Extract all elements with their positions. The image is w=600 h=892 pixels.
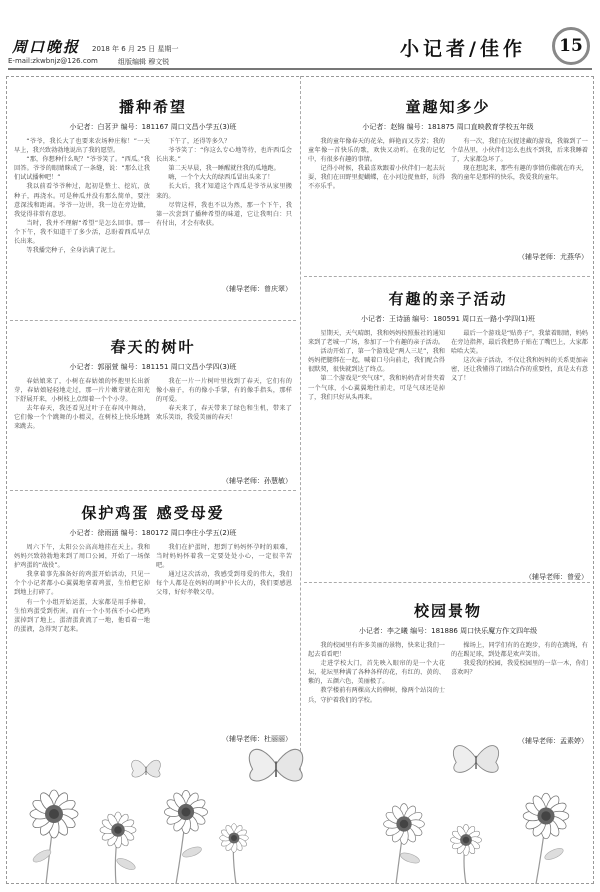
date-line: 2018 年 6 月 25 日 星期一 <box>92 45 179 53</box>
header-rule <box>8 68 592 70</box>
article-protect-egg <box>14 502 292 743</box>
article-body-col-1: 春姑娘来了，小树在春姑娘的怀抱里长出新芽，春姑娘轻轻地走过，那一片片嫩芽就在阳光下舒展开来，小树枝上点缀着一个个小芽。 去年春天，我还看见过叶子在春风中舞动，它们像一个个跳舞的小精灵，在树枝上快乐地跳来跳去。 <box>14 378 150 431</box>
masthead: 周口晚报 <box>12 38 81 56</box>
article-body-col-1: “爷爷，我长大了也要来农场种庄稼！”一天早上，我兴致勃勃地说出了我的愿望。 “那，你想种什么呢？”爷爷笑了。“西瓜。”我回答。爷爷的眼睛眯成了一条缝，说：“那么让我们试试播种吧！” 我以前看爷爷种过，起初是整土、挖坑，放种子，再浇水。可是种瓜并没有那么简单，要注意深浅和距离。爷爷一边讲，我一边在旁边做，我觉得非常有意思。 当时，我并不理解“希望”是怎么回事。那一个下午，我不知道干了多少活，总盼着西瓜早点长出来。 等我播完种子，全身沾满了泥土。 <box>14 138 150 255</box>
article-title: 童趣知多少 <box>405 98 491 116</box>
article-teacher: （辅导老师：孙慧敏） <box>222 477 292 485</box>
column-divider <box>300 76 301 776</box>
article-body-col-1: 我的童年像春天的花朵，鲜艳而又芬芳；我的童年像一首快乐的歌，欢快又动听。在我的记忆中，有很多有趣的事情。 记得小时候，我最喜欢跟着小伙伴们一起去玩耍，我们在田野里捉蝴蝶，在小河边捉鱼虾，玩得不亦乐乎。 <box>308 138 445 191</box>
article-body-col-2: 我在一片一片树叶里找到了春天，它们有的像小扇子，有的像小手掌，有的像手指头，那样的可爱。 春天来了，春天带来了绿色和生机，带来了欢乐笑语，我爱美丽的春天！ <box>156 378 292 422</box>
article-body-col-2: 操场上，同学们有的在跑步，有的在跳绳，有的在踢足球，到处都是欢声笑语。 我爱我的校园，我爱校园里的一草一木，你们喜欢吗？ <box>451 642 588 677</box>
article-title: 播种希望 <box>118 98 187 116</box>
editor-line: 组版编辑 穆文锐 <box>118 58 170 66</box>
article-teacher: （辅导老师：曾庆翠） <box>222 285 292 293</box>
page-number: 15 <box>552 27 590 65</box>
article-sowing-hope <box>14 96 292 306</box>
article-body-col-2: 我们在护蛋时，想到了妈妈怀孕时的艰难，当时妈妈怀着我一定要处处小心，一定很辛苦吧。 通过这次活动，我感受到母爱的伟大，我们每个人都是在妈妈的呵护中长大的，我们要感恩父母，好好孝敬父母。 <box>156 544 292 597</box>
section-title: 小记者/佳作 <box>400 38 526 60</box>
article-separator <box>10 320 296 321</box>
article-teacher: （辅导老师：曾爱） <box>525 573 588 581</box>
article-title: 春天的树叶 <box>110 338 196 356</box>
article-title: 保护鸡蛋 感受母爱 <box>81 504 225 522</box>
article-byline: 小记者：赵锦 编号：181875 周口直映教育学校五年级 <box>362 123 534 131</box>
article-separator <box>304 276 590 277</box>
email-line: E-mail:zkwbnjz@126.com <box>8 57 98 65</box>
article-body-col-2: 最后一个游戏是“贴鼻子”，我蒙着眼睛，妈妈在旁边指挥，最后我把鼻子贴在了嘴巴上，大家都哈哈大笑。 这次亲子活动，不仅让我和妈妈的关系更加亲密，还让我懂得了团结合作的重要性，真是太有意义了！ <box>451 330 588 383</box>
article-campus-scenery <box>308 600 588 745</box>
article-byline: 小记者：白茗尹 编号：181167 周口文昌小学五(3)班 <box>69 123 237 131</box>
article-separator <box>304 582 590 583</box>
article-title: 校园景物 <box>413 602 482 620</box>
article-body-col-1: 我的校园里有许多美丽的景物，快来让我们一起去看看吧！ 走进学校大门，首先映入眼帘的是一个大花坛，花坛里种满了各种各样的花，有红的、黄的、紫的，五颜六色，美丽极了。 教学楼前有两棵高大的柳树，像两个站岗的士兵，守护着我们的学校。 <box>308 642 445 704</box>
article-body-col-2: 有一次，我们在玩捉迷藏的游戏，我躲到了一个草丛里，小伙伴们怎么也找不到我，后来我睡着了，大家都急坏了。 现在想起来，那些有趣的事情仿佛就在昨天，我的童年是那样的快乐，我爱我的童年。 <box>451 138 588 182</box>
article-teacher: （辅导老师：杜丽丽） <box>222 735 292 743</box>
article-parent-child <box>308 288 588 581</box>
article-body-col-1: 星期天，天气晴朗，我和妈妈按照报社的通知来到了老城一广场，参加了一个有趣的亲子活动。 活动开始了，第一个游戏是“两人三足”，我和妈妈把腿绑在一起，喊着口号向前走，我们配合得很默契，很快就到达了终点。 第二个游戏是“夹气球”，我和妈妈背对背夹着一个气球，小心翼翼地往前走，可是气球还是掉了，我们只好从头再来。 <box>308 330 445 401</box>
article-byline: 小记者：李之曦 编号：181886 周口快乐魔方作文四年级 <box>358 627 538 635</box>
article-teacher: （辅导老师：孟素婷） <box>518 737 588 745</box>
article-teacher: （辅导老师：尤燕华） <box>518 253 588 261</box>
article-byline: 小记者：徐雨涵 编号：180172 周口李庄小学五(2)班 <box>69 529 237 537</box>
article-childhood-fun <box>308 96 588 272</box>
article-body-col-1: 周六下午，太阳公公高高地挂在天上。我和妈妈兴致勃勃地来到了周口公园，开始了一场保护鸡蛋的“战役”。 我拿着事先准备好的鸡蛋开始活动，只见一个个小记者都小心翼翼地拿着鸡蛋，生怕把它掉到地上打碎了。 有一个小组开始运蛋，大家都是用手捧着，生怕鸡蛋受到伤害，而有一个小男孩不小心把鸡蛋掉到了地上，蛋清蛋黄流了一地，他看着一地的蛋液，急得哭了起来。 <box>14 544 150 633</box>
article-body-col-2: 下午了，还得等多久？ 爷爷笑了：“你这么专心地等待，也许西瓜会长出来。” 第二天早晨，我一睡醒就往我的瓜地跑。 嗨，一个个大大的绿西瓜冒出头来了！ 长大后，我才知道这个西瓜是爷爷从家里搬来的。 尽管这样，我也不以为然，那一个下午，我第一次尝到了播种希望的味道，它让我明白：只有付出，才会有收获。 <box>156 138 292 227</box>
article-spring-leaves <box>14 336 292 496</box>
article-separator <box>10 490 296 491</box>
article-byline: 小记者：王诗涵 编号：180591 周口五一路小学四(1)班 <box>360 315 536 323</box>
article-byline: 小记者：郭丽萱 编号：181151 周口文昌小学四(3)班 <box>69 363 237 371</box>
article-title: 有趣的亲子活动 <box>388 290 508 308</box>
